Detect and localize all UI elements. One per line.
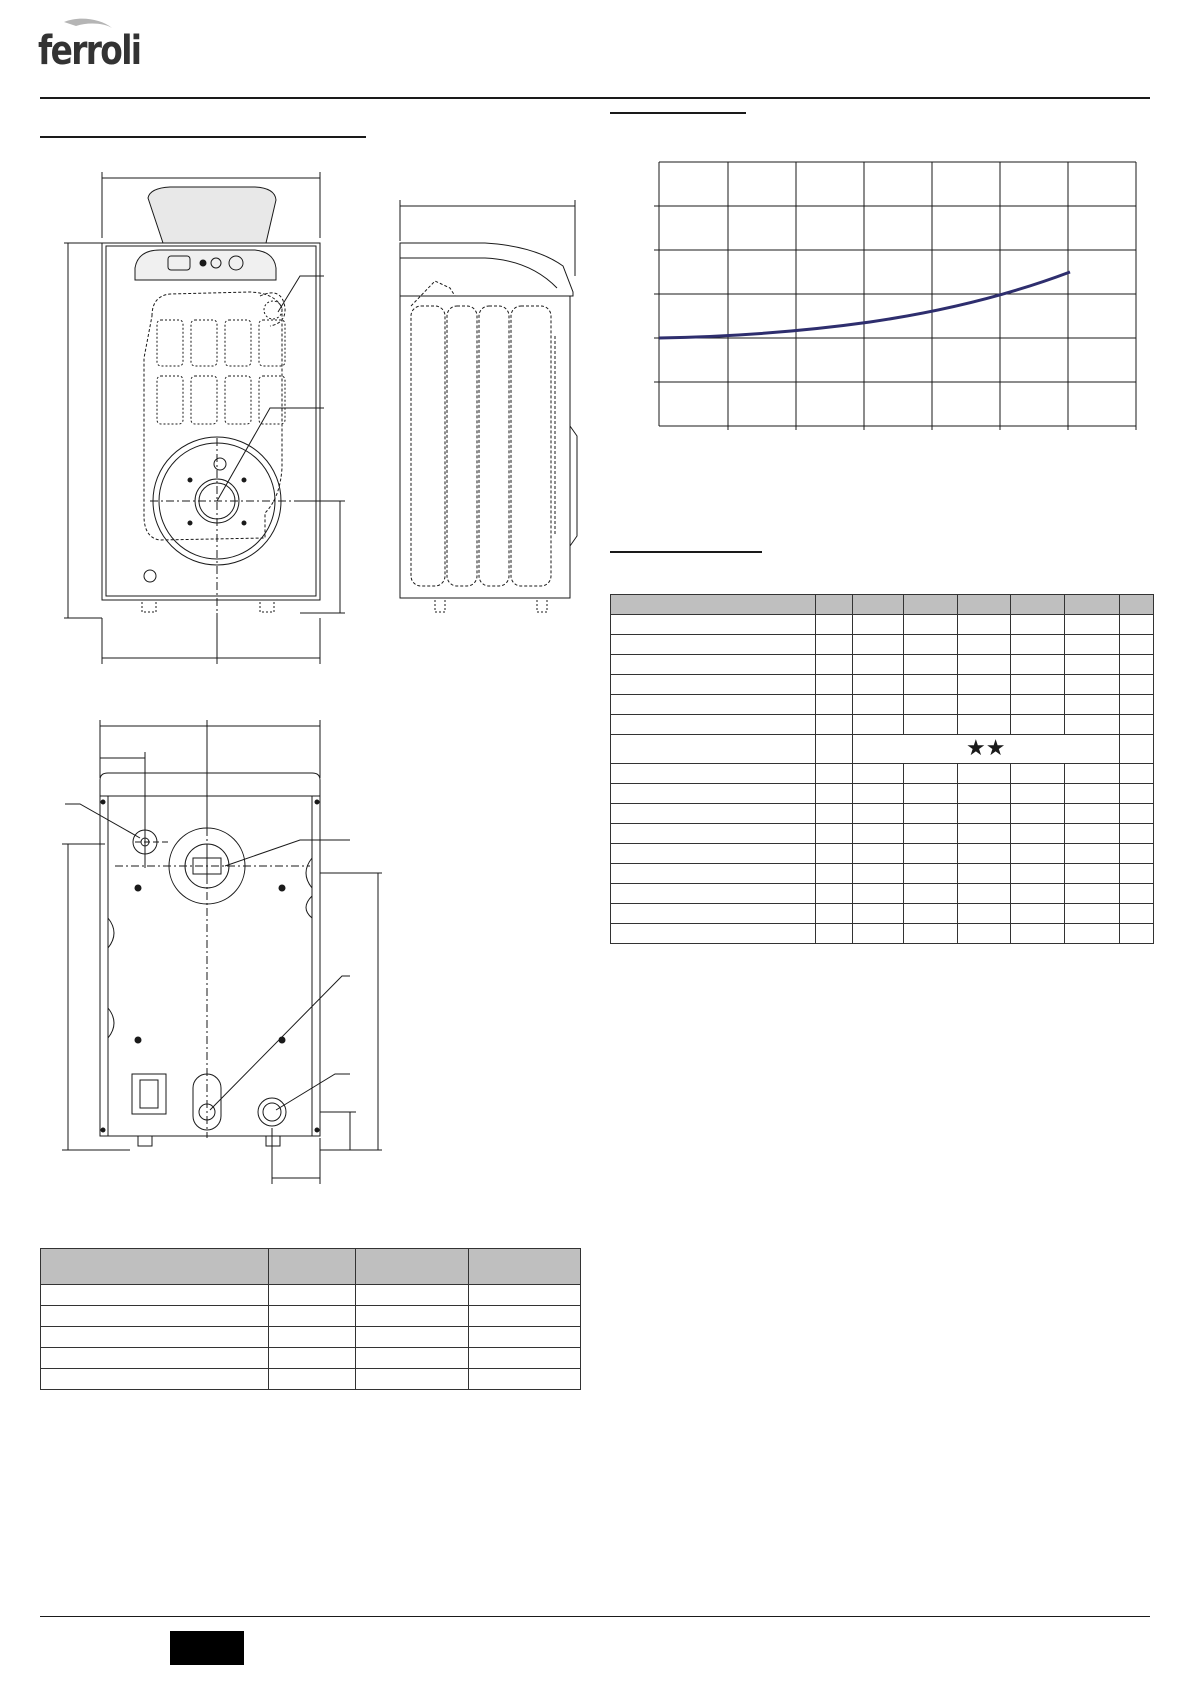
boiler-front-view-drawing — [60, 168, 370, 668]
footer-rule — [40, 1616, 1150, 1617]
header-rule — [40, 97, 1150, 99]
table-row — [611, 735, 1154, 764]
dimensions-table-header-cell — [356, 1249, 469, 1285]
table-row — [41, 1369, 581, 1390]
table-row — [41, 1306, 581, 1327]
dimensions-table — [40, 1248, 581, 1390]
boiler-rear-view-drawing — [60, 718, 400, 1188]
pressure-loss-chart — [650, 158, 1140, 438]
dimensions-table-header-cell — [469, 1249, 581, 1285]
boiler-side-view-drawing — [395, 196, 595, 616]
table-row — [611, 824, 1154, 844]
table-row — [611, 844, 1154, 864]
table-row — [611, 884, 1154, 904]
page-number-tab — [170, 1631, 244, 1665]
dimensions-table-header-cell — [268, 1249, 356, 1285]
table-row — [611, 904, 1154, 924]
table-row — [611, 924, 1154, 944]
table-row — [611, 695, 1154, 715]
table-row — [611, 635, 1154, 655]
table-row — [41, 1327, 581, 1348]
table-row — [611, 784, 1154, 804]
chart-grid — [654, 162, 1136, 430]
table-row — [41, 1348, 581, 1369]
technical-data-table-header-row — [611, 595, 1154, 615]
left-section-heading-underline — [40, 136, 366, 138]
table-row — [611, 655, 1154, 675]
chart-section-heading-underline — [610, 112, 746, 114]
table-row — [611, 615, 1154, 635]
technical-data-table — [610, 594, 1154, 944]
dimensions-table-header-cell — [41, 1249, 269, 1285]
table-row — [611, 864, 1154, 884]
table-row — [41, 1285, 581, 1306]
table-row — [611, 675, 1154, 695]
table-row — [611, 715, 1154, 735]
logo-wordmark: ferroli — [38, 28, 141, 74]
table-row — [611, 764, 1154, 784]
dimensions-table-header-row — [41, 1249, 581, 1285]
table-row — [611, 804, 1154, 824]
ferroli-logo — [38, 14, 158, 72]
efficiency-stars: ★★ — [852, 735, 1120, 764]
table-section-heading-underline — [610, 551, 762, 553]
